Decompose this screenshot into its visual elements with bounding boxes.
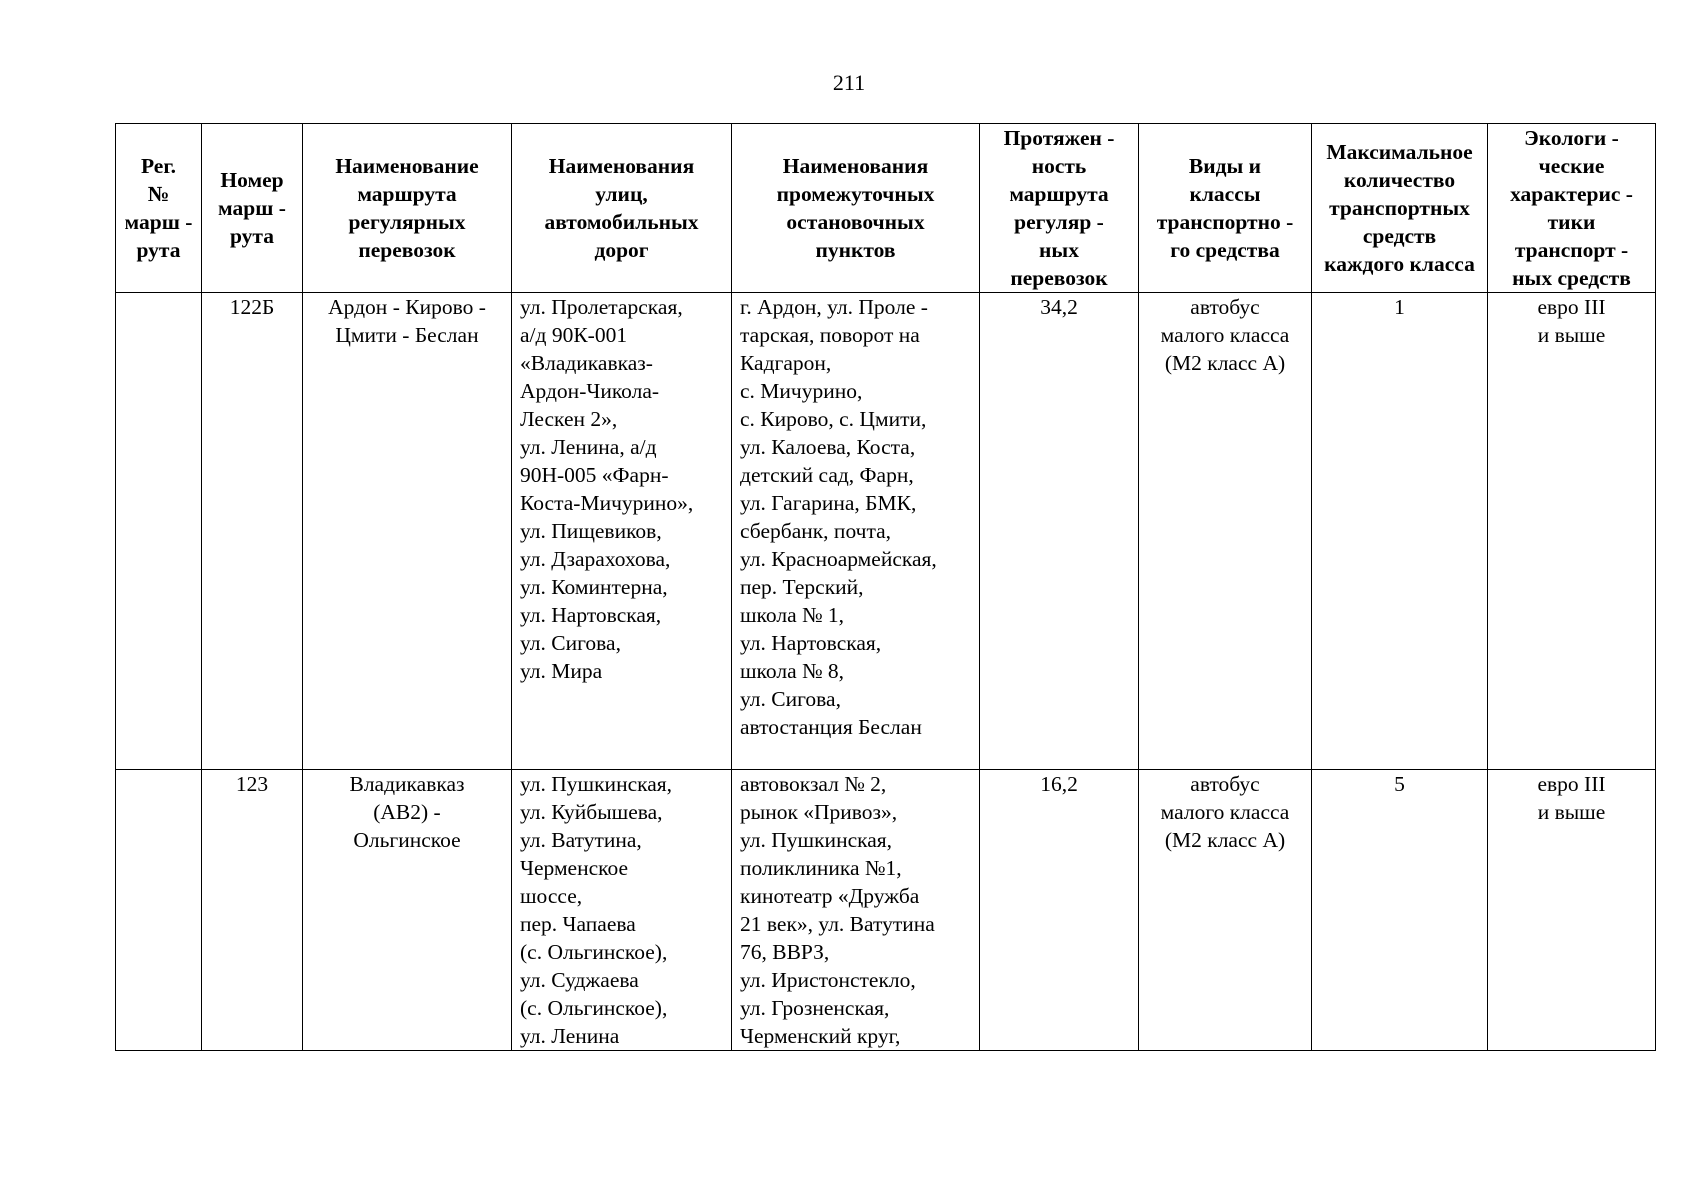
cell-reg xyxy=(116,770,202,1051)
cell-route-name: Ардон - Кирово - Цмити - Беслан xyxy=(303,293,512,770)
cell-vehicle: автобус малого класса (М2 класс А) xyxy=(1139,770,1312,1051)
header-stops: Наименования промежуточных остановочных пунктов xyxy=(732,124,980,293)
header-streets: Наименования улиц, автомобильных дорог xyxy=(512,124,732,293)
cell-max-count: 1 xyxy=(1312,293,1488,770)
header-route-name: Наименование маршрута регулярных перевозок xyxy=(303,124,512,293)
cell-stops: автовокзал № 2, рынок «Привоз», ул. Пушкинская, поликлиника №1, кинотеатр «Дружба 21 век», ул. Ватутина 76, ВВРЗ, ул. Иристонстекло, ул. Грозненская, Черменский круг, xyxy=(732,770,980,1051)
table-row xyxy=(116,770,1656,1051)
cell-route-number: 122Б xyxy=(202,293,303,770)
page-number: 211 xyxy=(832,70,866,95)
header-eco: Экологи - ческие характерис - тики транспорт - ных средств xyxy=(1488,124,1656,293)
cell-vehicle: автобус малого класса (М2 класс А) xyxy=(1139,293,1312,770)
header-vehicle-class: Виды и классы транспортно - го средства xyxy=(1139,124,1312,293)
cell-reg xyxy=(116,293,202,770)
routes-table xyxy=(115,123,1656,1051)
cell-length: 16,2 xyxy=(980,770,1139,1051)
header-reg-number: Рег. № марш - рута xyxy=(116,124,202,293)
cell-stops: г. Ардон, ул. Проле - тарская, поворот на Кадгарон, с. Мичурино, с. Кирово, с. Цмити, ул. Калоева, Коста, детский сад, Фарн, ул. Гагарина, БМК, сбербанк, почта, ул. Красноармейская, пер. Терский, школа № 1, ул. Нартовская, школа № 8, ул. Сигова, автостанция Беслан xyxy=(732,293,980,770)
cell-eco: евро III и выше xyxy=(1488,293,1656,770)
cell-route-name: Владикавказ (АВ2) - Ольгинское xyxy=(303,770,512,1051)
header-length: Протяжен - ность маршрута регуляр - ных перевозок xyxy=(980,124,1139,293)
cell-max-count: 5 xyxy=(1312,770,1488,1051)
cell-length: 34,2 xyxy=(980,293,1139,770)
cell-eco: евро III и выше xyxy=(1488,770,1656,1051)
cell-streets: ул. Пролетарская, а/д 90К-001 «Владикавказ- Ардон-Чикола- Лескен 2», ул. Ленина, а/д 90Н-005 «Фарн- Коста-Мичурино», ул. Пищевиков, ул. Дзарахохова, ул. Коминтерна, ул. Нартовская, ул. Сигова, ул. Мира xyxy=(512,293,732,770)
header-max-count: Максимальное количество транспортных средств каждого класса xyxy=(1312,124,1488,293)
cell-streets: ул. Пушкинская, ул. Куйбышева, ул. Ватутина, Черменское шоссе, пер. Чапаева (с. Ольгинское), ул. Суджаева (с. Ольгинское), ул. Ленина xyxy=(512,770,732,1051)
table-header-row xyxy=(116,124,1656,293)
header-route-number: Номер марш - рута xyxy=(202,124,303,293)
table-row xyxy=(116,293,1656,770)
cell-route-number: 123 xyxy=(202,770,303,1051)
